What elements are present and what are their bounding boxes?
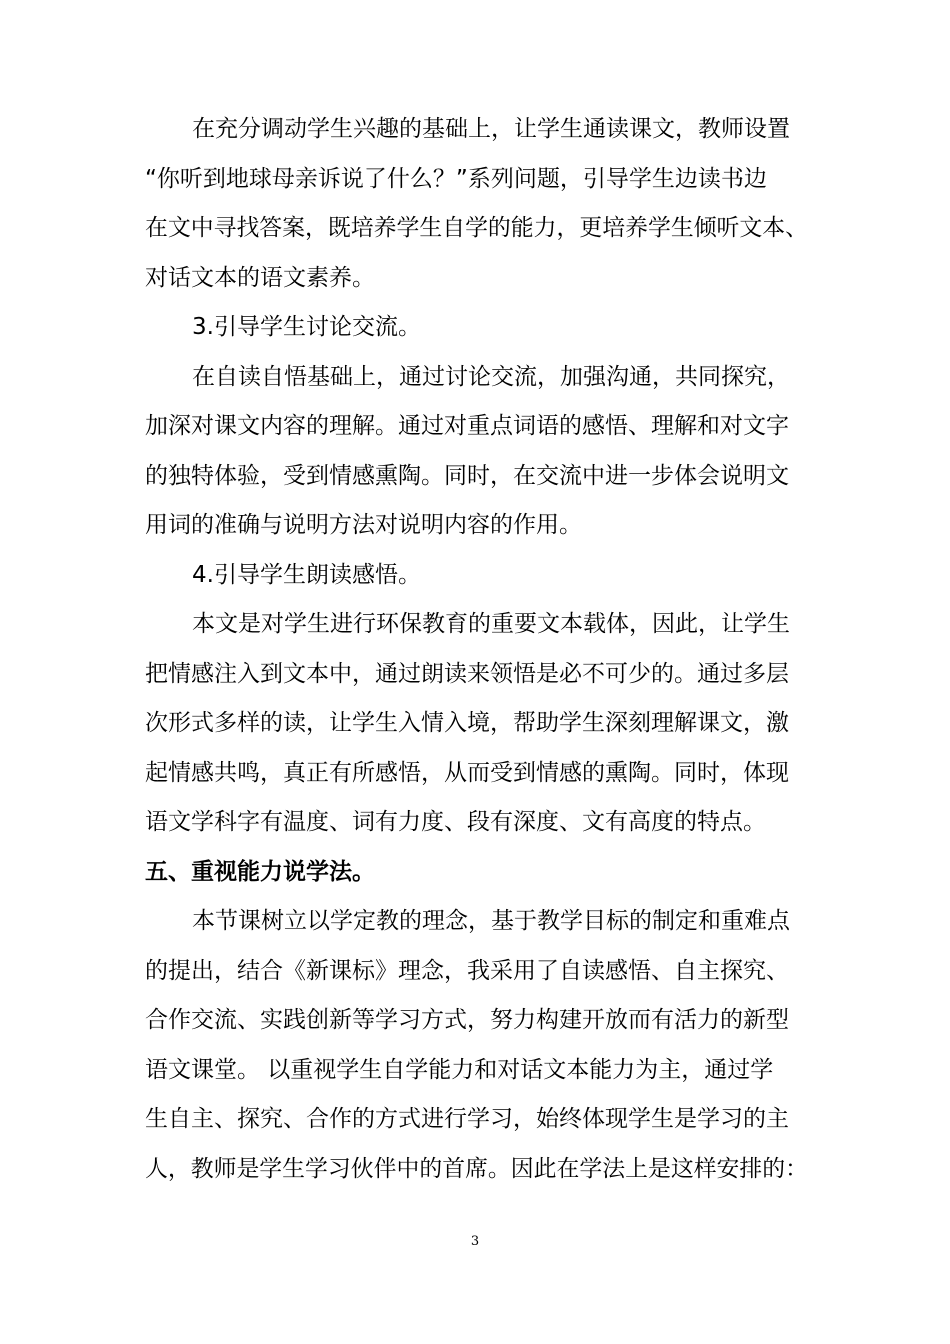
text-line: 人，教师是学生学习伙伴中的首席。因此在学法上是这样安排的： [145,1156,808,1182]
section-heading: 五、重视能力说学法。 [145,859,375,885]
text-line: 在文中寻找答案，既培养学生自学的能力，更培养学生倾听文本、 [145,215,808,241]
text-line: 对话文本的语文素养。 [145,265,375,291]
text-line: 语文课堂。 以重视学生自学能力和对话文本能力为主，通过学 [145,1057,774,1083]
text-line: 在自读自悟基础上，通过讨论交流，加强沟通，共同探究， [192,364,790,390]
text-line: 把情感注入到文本中，通过朗读来领悟是必不可少的。通过多层 [145,661,789,687]
text-line: 的提出，结合《新课标》理念，我采用了自读感悟、自主探究、 [145,958,789,984]
text-line: 用词的准确与说明方法对说明内容的作用。 [145,512,582,538]
text-line: 的独特体验，受到情感熏陶。同时，在交流中进一步体会说明文 [145,463,789,489]
text-line: 合作交流、实践创新等学习方式，努力构建开放而有活力的新型 [145,1007,789,1033]
text-line: 加深对课文内容的理解。通过对重点词语的感悟、理解和对文字 [145,413,789,439]
text-line: 4.引导学生朗读感悟。 [192,562,421,588]
text-line: 起情感共鸣，真正有所感悟，从而受到情感的熏陶。同时，体现 [145,760,789,786]
text-line: 在充分调动学生兴趣的基础上，让学生通读课文，教师设置 [192,116,790,142]
text-line: 3.引导学生讨论交流。 [192,314,421,340]
text-line: 本节课树立以学定教的理念，基于教学目标的制定和重难点 [192,908,790,934]
text-line: 生自主、探究、合作的方式进行学习，始终体现学生是学习的主 [145,1106,789,1132]
text-line: 次形式多样的读，让学生入情入境，帮助学生深刻理解课文，激 [145,710,789,736]
text-line: 语文学科字有温度、词有力度、段有深度、文有高度的特点。 [145,809,766,835]
page-number: 3 [470,1234,480,1249]
text-line: 本文是对学生进行环保教育的重要文本载体，因此，让学生 [192,611,790,637]
text-line: “你听到地球母亲诉说了什么？”系列问题，引导学生边读书边 [145,166,767,192]
